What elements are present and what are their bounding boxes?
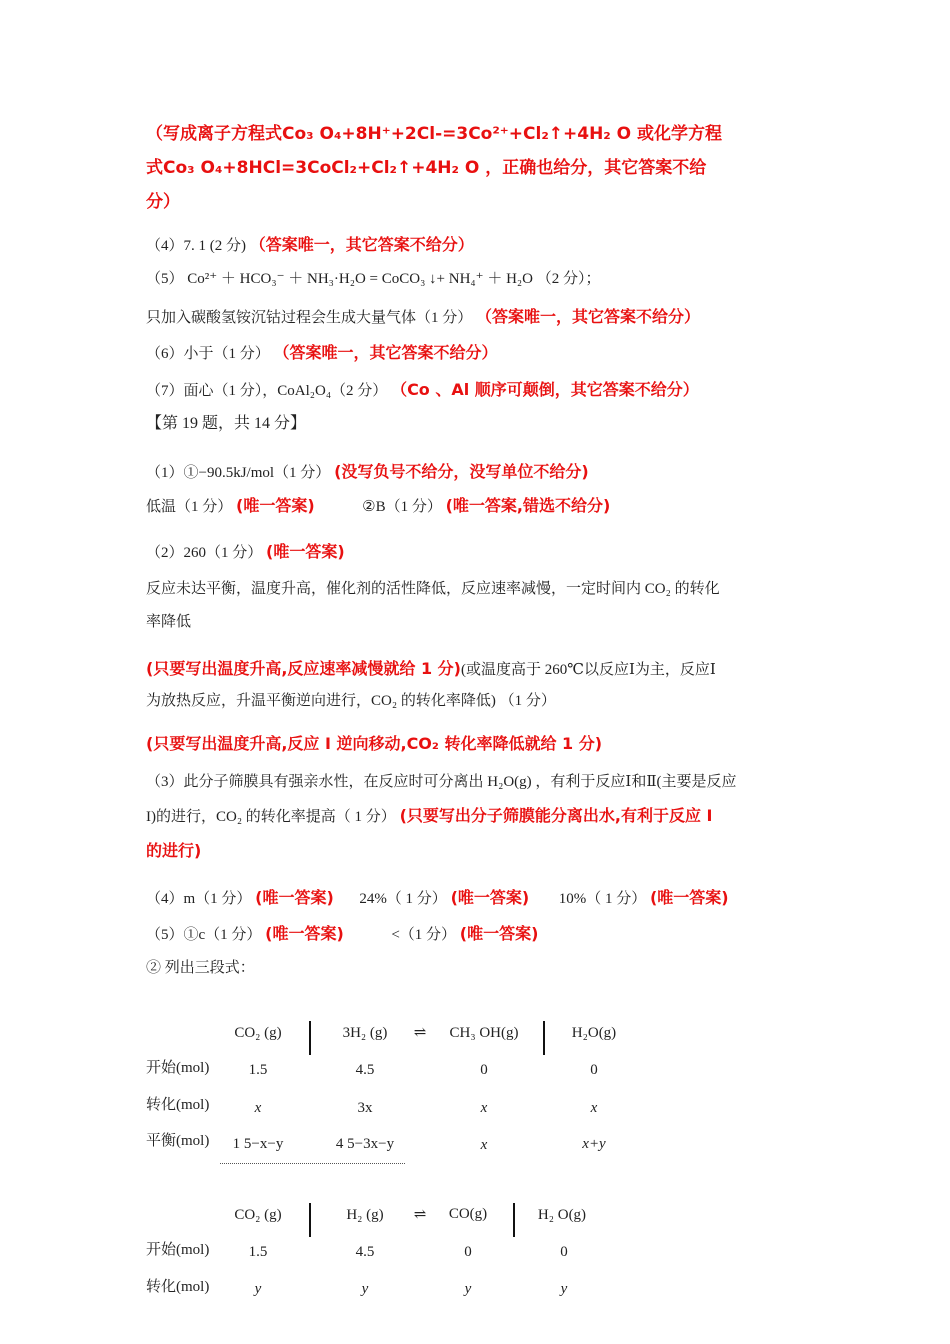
table2-divider xyxy=(309,1203,311,1237)
table2-row-label: 开始(mol) xyxy=(146,1242,210,1258)
grading-note: (只要写出分子筛膜能分离出水,有利于反应 I xyxy=(399,806,713,825)
q19-answer-2b-line1: 反应未达平衡，温度升高，催化剂的活性降低，反应速率减慢，一定时间内 CO₂ 的转化 xyxy=(146,581,720,597)
table1-cell: x xyxy=(480,1100,488,1116)
grading-note: (没写负号不给分，没写单位不给分) xyxy=(334,462,589,481)
table1-cell: 1.5 xyxy=(248,1062,268,1078)
grading-note: （答案唯一，其它答案不给分） xyxy=(249,235,474,254)
table2-header-h2o: H₂ O(g) xyxy=(537,1207,587,1223)
q19-answer-1b: 低温（1 分） (唯一答案) ②B（1 分） (唯一答案,错选不给分) xyxy=(146,496,611,515)
q19-answer-2b-line2: 率降低 xyxy=(146,614,192,630)
table1-header-h2: 3H₂ (g) xyxy=(342,1025,388,1041)
table2-cell: 0 xyxy=(560,1244,568,1260)
grading-note: (唯一答案,错选不给分) xyxy=(445,496,611,515)
grading-note: (唯一答案) xyxy=(236,496,315,515)
table2-header-h2: H₂ (g) xyxy=(346,1207,384,1223)
table2-header-co: CO(g) xyxy=(448,1206,488,1222)
intro-line-2: 式Co₃ O₄+8HCl=3CoCl₂+Cl₂↑+4H₂ O ，正确也给分，其它答案不给 xyxy=(146,158,707,178)
answer-4: （4）7. 1 (2 分) （答案唯一，其它答案不给分） xyxy=(146,235,474,254)
table2-cell: 4.5 xyxy=(355,1244,375,1260)
q19-answer-5b: ② 列出三段式： xyxy=(146,960,255,976)
grading-note: (唯一答案) xyxy=(255,888,334,907)
q19-answer-3-note2: 的进行) xyxy=(146,841,202,860)
q19-answer-3-line1: （3）此分子筛膜具有强亲水性，在反应时可分离出 H₂O(g) ，有利于反应Ⅰ和Ⅱ(主要是反应 xyxy=(146,774,737,790)
table1-cell: x xyxy=(254,1100,262,1116)
table2-cell: y xyxy=(254,1281,262,1297)
table1-row-label: 平衡(mol) xyxy=(146,1133,210,1149)
table2-cell: y xyxy=(361,1281,369,1297)
answer-5: （5） Co²⁺ ＋ HCO₃⁻ ＋ NH₃·H₂O = CoCO₃ ↓+ NH₄⁺ ＋ H₂O （2 分）； xyxy=(146,271,601,287)
grading-note: (唯一答案) xyxy=(266,542,345,561)
table1-cell: 4 5−3x−y xyxy=(335,1136,395,1152)
table2-row-label: 转化(mol) xyxy=(146,1279,210,1295)
grading-note: (唯一答案) xyxy=(450,888,530,907)
answer-6: （6）小于（1 分） （答案唯一，其它答案不给分） xyxy=(146,343,498,362)
q19-header: 【第 19 题，共 14 分】 xyxy=(146,415,307,432)
q19-answer-3-line2: I)的进行，CO₂ 的转化率提高（ 1 分） (只要写出分子筛膜能分离出水,有利于反应 I xyxy=(146,806,713,825)
table1-header-h2o: H₂O(g) xyxy=(571,1025,617,1041)
q19-answer-2e: (只要写出温度升高,反应 I 逆向移动,CO₂ 转化率降低就给 1 分) xyxy=(146,734,603,753)
intro-line-3: 分） xyxy=(146,192,180,212)
answer-5b: 只加入碳酸氢铵沉钴过程会生成大量气体（1 分） （答案唯一，其它答案不给分） xyxy=(146,307,701,326)
grading-note: （答案唯一，其它答案不给分） xyxy=(476,307,701,326)
q19-answer-2: （2）260（1 分） (唯一答案) xyxy=(146,542,345,561)
table1-header-ch3oh: CH₃ OH(g) xyxy=(449,1025,519,1041)
table1-header-co2: CO₂ (g) xyxy=(234,1025,282,1041)
grading-note: (唯一答案) xyxy=(459,924,539,943)
grading-note: （Co 、Al 顺序可颠倒，其它答案不给分） xyxy=(391,380,699,399)
table2-equilibrium-arrow: ⇌ xyxy=(413,1207,427,1223)
table2-divider xyxy=(513,1203,515,1237)
q19-answer-2c: (只要写出温度升高,反应速率减慢就给 1 分)(或温度高于 260℃以反应Ⅰ为主，反应Ⅰ xyxy=(146,659,716,678)
table1-cell: 4.5 xyxy=(355,1062,375,1078)
table1-cell: 0 xyxy=(480,1062,488,1078)
table1-cell: x xyxy=(590,1100,598,1116)
table1-cell: 1 5−x−y xyxy=(232,1136,284,1152)
q19-answer-5: （5）①c（1 分） (唯一答案) <（1 分） (唯一答案) xyxy=(146,924,539,943)
intro-line-1: （写成离子方程式Co₃ O₄+8H⁺+2Cl-=3Co²⁺+Cl₂↑+4H₂ O 或化学方程 xyxy=(146,124,723,144)
grading-note: （答案唯一，其它答案不给分） xyxy=(273,343,498,362)
grading-note: (只要写出温度升高,反应速率减慢就给 1 分) xyxy=(146,659,461,678)
table1-divider xyxy=(543,1021,545,1055)
q19-answer-1: （1）①−90.5kJ/mol（1 分） (没写负号不给分，没写单位不给分) xyxy=(146,462,589,481)
table2-cell: 1.5 xyxy=(248,1244,268,1260)
table1-cell: x+y xyxy=(582,1136,606,1152)
table1-cell: 0 xyxy=(590,1062,598,1078)
grading-note: (唯一答案) xyxy=(649,888,729,907)
q19-answer-4: （4）m（1 分） (唯一答案) 24%（ 1 分） (唯一答案) 10%（ 1 分） (唯一答案) xyxy=(146,888,729,907)
table2-cell: 0 xyxy=(464,1244,472,1260)
table1-cell: x xyxy=(480,1137,488,1153)
table1-row-label: 转化(mol) xyxy=(146,1097,210,1113)
table2-cell: y xyxy=(464,1281,472,1297)
table1-equilibrium-arrow: ⇌ xyxy=(413,1025,427,1041)
dotted-underline xyxy=(220,1163,405,1164)
table2-cell: y xyxy=(560,1281,568,1297)
table1-cell: 3x xyxy=(357,1100,373,1116)
q19-answer-2d: 为放热反应，升温平衡逆向进行，CO₂ 的转化率降低) （1 分） xyxy=(146,693,556,709)
table1-divider xyxy=(309,1021,311,1055)
table2-header-co2: CO₂ (g) xyxy=(234,1207,282,1223)
answer-7: （7）面心（1 分），CoAl₂O₄（2 分） （Co 、Al 顺序可颠倒，其它答案不给分） xyxy=(146,380,699,399)
table1-row-label: 开始(mol) xyxy=(146,1060,210,1076)
grading-note: (唯一答案) xyxy=(265,924,344,943)
